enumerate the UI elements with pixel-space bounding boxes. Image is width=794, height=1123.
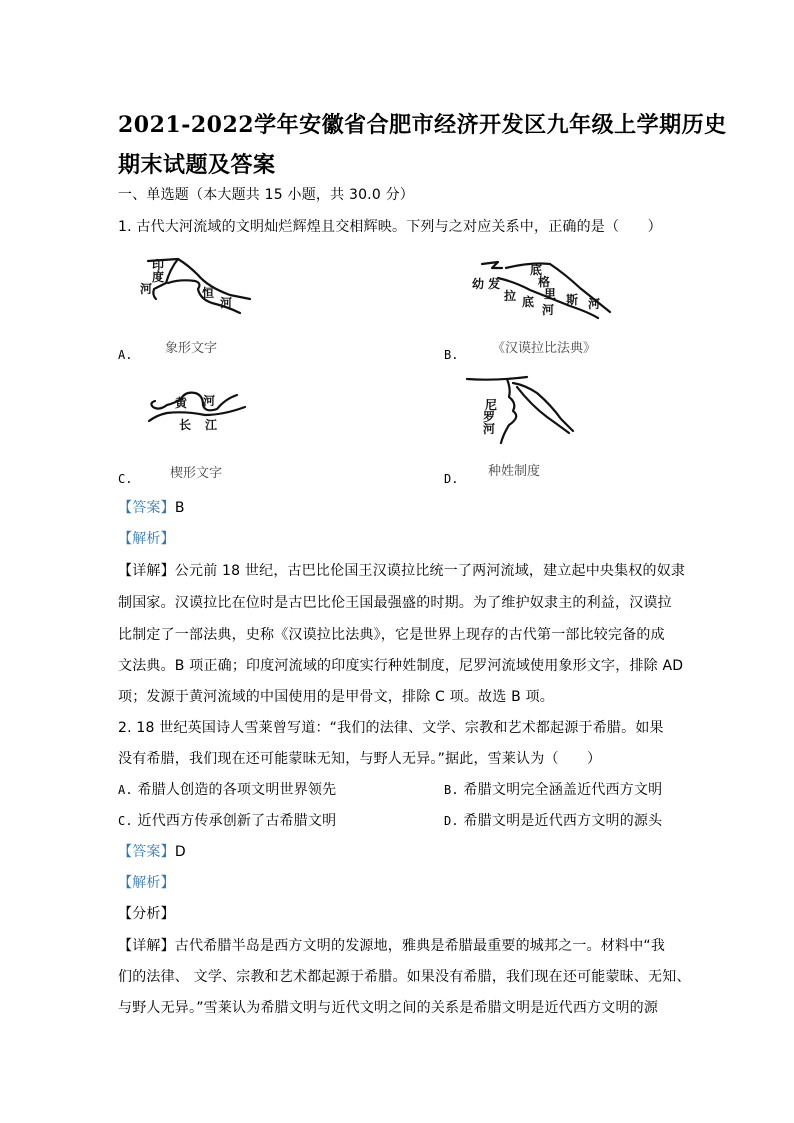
option-c-label: C. (118, 472, 133, 486)
option-c-text: 近代西方传承创新了古希腊文明 (137, 813, 337, 829)
answer-tag: 【答案】 (118, 844, 175, 860)
section-heading: 一、单选题（本大题共 15 小题，共 30.0 分） (118, 187, 414, 203)
option-a-text: 希腊人创造的各项文明世界领先 (137, 782, 337, 798)
option-d-caption: 种姓制度 (488, 464, 541, 479)
q2-analysis-tag: 【解析】 (118, 875, 175, 891)
mesopotamia-map-icon (470, 252, 620, 332)
svg-text:河: 河 (588, 297, 601, 311)
option-b-label: B. (444, 348, 459, 362)
document-title-line-2: 期末试题及答案 (118, 152, 276, 178)
answer-tag: 【答案】 (118, 500, 175, 516)
q1-detail-line-1: 【详解】公元前 18 世纪，古巴比伦国王汉谟拉比统一了两河流域，建立起中央集权的奴隶 (118, 563, 686, 579)
option-b-text: 希腊文明完全涵盖近代西方文明 (463, 782, 663, 798)
q1-detail-line-2: 制国家。汉谟拉比在位时是古巴比伦王国最强盛的时期。为了维护奴隶主的利益，汉谟拉 (118, 595, 672, 611)
svg-text:尼: 尼 (485, 398, 498, 412)
q2-option-a (118, 781, 336, 799)
svg-text:拉: 拉 (504, 289, 517, 303)
q1-detail-line-5: 项；发源于黄河流域的中国使用的是甲骨文，排除 C 项。故选 B 项。 (118, 689, 554, 705)
option-c-label: C. (118, 814, 133, 828)
indus-ganges-map-icon (140, 255, 260, 325)
q1-detail-line-3: 比制定了一部法典，史称《汉谟拉比法典》，它是世界上现存的古代第一部比较完备的成 (118, 627, 665, 643)
yellow-yangtze-map-icon (145, 385, 255, 445)
svg-text:长: 长 (179, 418, 192, 432)
svg-text:发: 发 (488, 277, 501, 291)
option-d-label: D. (444, 814, 459, 828)
option-a-label: A. (118, 348, 133, 362)
svg-text:底: 底 (530, 263, 543, 277)
svg-text:河: 河 (203, 394, 216, 408)
option-d-label: D. (444, 472, 459, 486)
svg-text:格: 格 (538, 275, 551, 289)
q2-fenxi-tag: 【分析】 (118, 906, 175, 922)
svg-text:斯: 斯 (566, 293, 579, 307)
document-title-line-1: 2021-2022学年安徽省合肥市经济开发区九年级上学期历史 (118, 112, 727, 138)
svg-text:河: 河 (542, 303, 555, 317)
svg-text:底: 底 (522, 295, 535, 309)
svg-text:黄: 黄 (175, 396, 188, 410)
q1-detail-line-4: 文法典。B 项正确；印度河流域的印度实行种姓制度，尼罗河流域使用象形文字，排除 AD (118, 658, 684, 674)
answer-value: B (174, 500, 185, 516)
svg-text:罗: 罗 (483, 410, 496, 424)
option-a-label: A. (118, 783, 133, 797)
question-2-stem-line-1: 2. 18 世纪英国诗人雪莱曾写道：“我们的法律、文学、宗教和艺术都起源于希腊。如果 (118, 720, 664, 736)
q2-detail-line-1: 【详解】古代希腊半岛是西方文明的发源地，雅典是希腊最重要的城邦之一。材料中“我 (118, 938, 666, 954)
svg-text:河: 河 (220, 296, 233, 310)
nile-map-icon (465, 375, 595, 450)
q2-option-c (118, 812, 336, 830)
q2-option-d (444, 812, 662, 830)
question-2-stem-line-2: 没有希腊，我们现在还可能蒙昧无知，与野人无异。”据此，雪莱认为（ ） (118, 751, 602, 767)
q2-answer (118, 843, 186, 861)
svg-text:恒: 恒 (202, 286, 215, 300)
option-b-caption: 《汉谟拉比法典》 (492, 341, 597, 356)
svg-text:河: 河 (140, 282, 153, 296)
q2-option-b (444, 781, 662, 799)
q1-analysis-tag: 【解析】 (118, 531, 175, 547)
option-c-caption: 楔形文字 (170, 466, 223, 481)
option-b-label: B. (444, 783, 459, 797)
svg-text:印: 印 (152, 258, 165, 272)
q2-detail-line-2: 们的法律、 文学、宗教和艺术都起源于希腊。如果没有希腊，我们现在还可能蒙昧、无知、 (118, 969, 691, 985)
q2-detail-line-3: 与野人无异。”雪莱认为希腊文明与近代文明之间的关系是希腊文明是近代西方文明的源 (118, 1000, 659, 1016)
svg-text:里: 里 (544, 287, 557, 301)
svg-text:河: 河 (483, 422, 496, 436)
svg-text:幼: 幼 (472, 277, 485, 291)
q1-answer (118, 499, 185, 517)
answer-value: D (174, 844, 186, 860)
option-d-text: 希腊文明是近代西方文明的源头 (463, 813, 663, 829)
option-a-caption: 象形文字 (165, 341, 218, 356)
svg-text:江: 江 (205, 418, 218, 432)
svg-text:度: 度 (152, 270, 165, 284)
question-1-stem: 1. 古代大河流域的文明灿烂辉煌且交相辉映。下列与之对应关系中，正确的是（ ） (118, 219, 662, 235)
